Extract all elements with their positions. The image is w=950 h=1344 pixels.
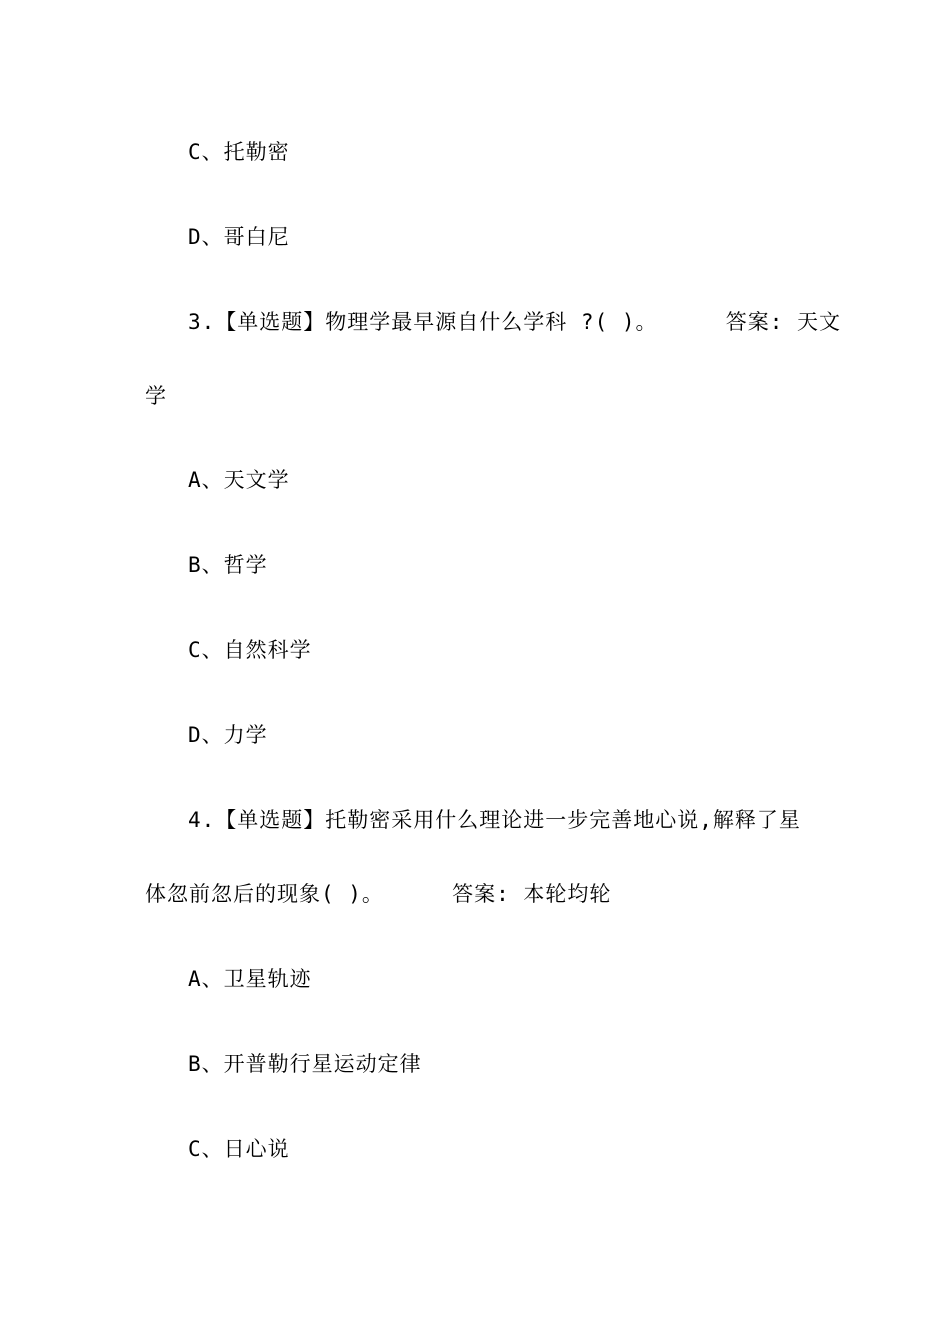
q2-option-d: D、哥白尼 [188,225,290,249]
q3-option-d: D、力学 [188,723,268,747]
q3-option-b: B、哲学 [188,553,268,577]
q4-option-b: B、开普勒行星运动定律 [188,1052,422,1076]
q3-option-c: C、自然科学 [188,638,312,662]
q4-option-c: C、日心说 [188,1137,290,1161]
q3-question-stem-continued: 学 [145,384,167,408]
q2-option-c: C、托勒密 [188,140,290,164]
q4-question-stem: 4.【单选题】托勒密采用什么理论进一步完善地心说,解释了星 [188,808,801,832]
q4-option-a: A、卫星轨迹 [188,967,312,991]
q3-question-stem: 3.【单选题】物理学最早源自什么学科 ?( )。 答案: 天文 [188,310,842,334]
q4-question-stem-continued: 体忽前忽后的现象( )。 答案: 本轮均轮 [145,882,612,906]
q3-option-a: A、天文学 [188,468,290,492]
